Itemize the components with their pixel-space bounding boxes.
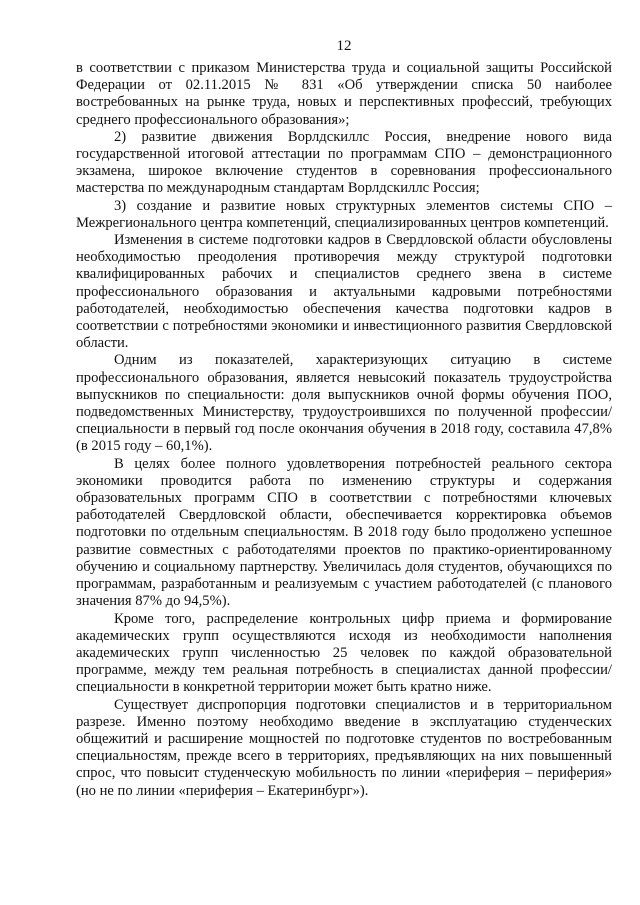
paragraph-continuation: в соответствии с приказом Министерства труда и социальной защиты Российской Федерации от 02.11.2015 № 831 «Об утверждении списка 50 наиболее востребованных на рынке труда, новых и перспективных профессий, требующих среднего профессионального образования»;	[76, 60, 612, 128]
paragraph-competence-centers: 3) создание и развитие новых структурных элементов системы СПО – Межрегионального центра компетенций, специализированных центров компетенций.	[76, 197, 612, 231]
document-page	[76, 36, 612, 800]
paragraph-territorial-disproportion: Существует диспропорция подготовки специалистов и в территориальном разрезе. Именно поэтому необходимо введение в эксплуатацию студенческих общежитий и расширение мощностей по подготовке студентов по востребованным специальностям, прежде всего в территориях, предъявляющих на них повышенный спрос, что повысит студенческую мобильность по линии «периферия – периферия» (но не по линии «периферия – Екатеринбург»).	[76, 696, 612, 799]
paragraph-employment-indicator: Одним из показателей, характеризующих ситуацию в системе профессионального образования, является невысокий показатель трудоустройства выпускников по специальности: доля выпускников очной формы обучения ПОО, подведомственных Министерству, трудоустроившихся по полученной профессии/специальности в первый год после окончания обучения в 2018 году, составила 47,8% (в 2015 году – 60,1%).	[76, 352, 612, 455]
paragraph-worldskills: 2) развитие движения Ворлдскиллс Россия, внедрение нового вида государственной итоговой аттестации по программам СПО – демонстрационного экзамена, широкое включение студентов в соревнования профессионального мастерства по международным стандартам Ворлдскиллс Россия;	[76, 128, 612, 197]
paragraph-admission-figures: Кроме того, распределение контрольных цифр приема и формирование академических групп осуществляются исходя из необходимости наполнения академических групп численностью 25 человек по каждой образовательной программе, между тем реальная потребность в специалистах данной профессии/специальности в конкретной территории может быть кратно ниже.	[76, 610, 612, 696]
page-number: 12	[336, 38, 352, 54]
paragraph-restructuring-programs: В целях более полного удовлетворения потребностей реального сектора экономики проводится работа по изменению структуры и содержания образовательных программ СПО в соответствии с потребностями ключевых работодателей Свердловской области, обеспечивается корректировка объемов подготовки по отдельным специальностям. В 2018 году было продолжено успешное развитие совместных с работодателями проектов по практико-ориентированному обучению и социальному партнерству. Увеличилась доля студентов, обучающихся по программам, разработанным и реализуемым с участием работодателей (с планового значения 87% до 94,5%).	[76, 455, 612, 610]
paragraph-changes-in-training: Изменения в системе подготовки кадров в Свердловской области обусловлены необходимостью преодоления противоречия между структурой подготовки квалифицированных рабочих и специалистов среднего звена в системе профессионального образования и актуальными кадровыми потребностями работодателей, необходимостью обеспечения качества подготовки кадров в соответствии с потребностями экономики и инвестиционного развития Свердловской области.	[76, 232, 612, 352]
